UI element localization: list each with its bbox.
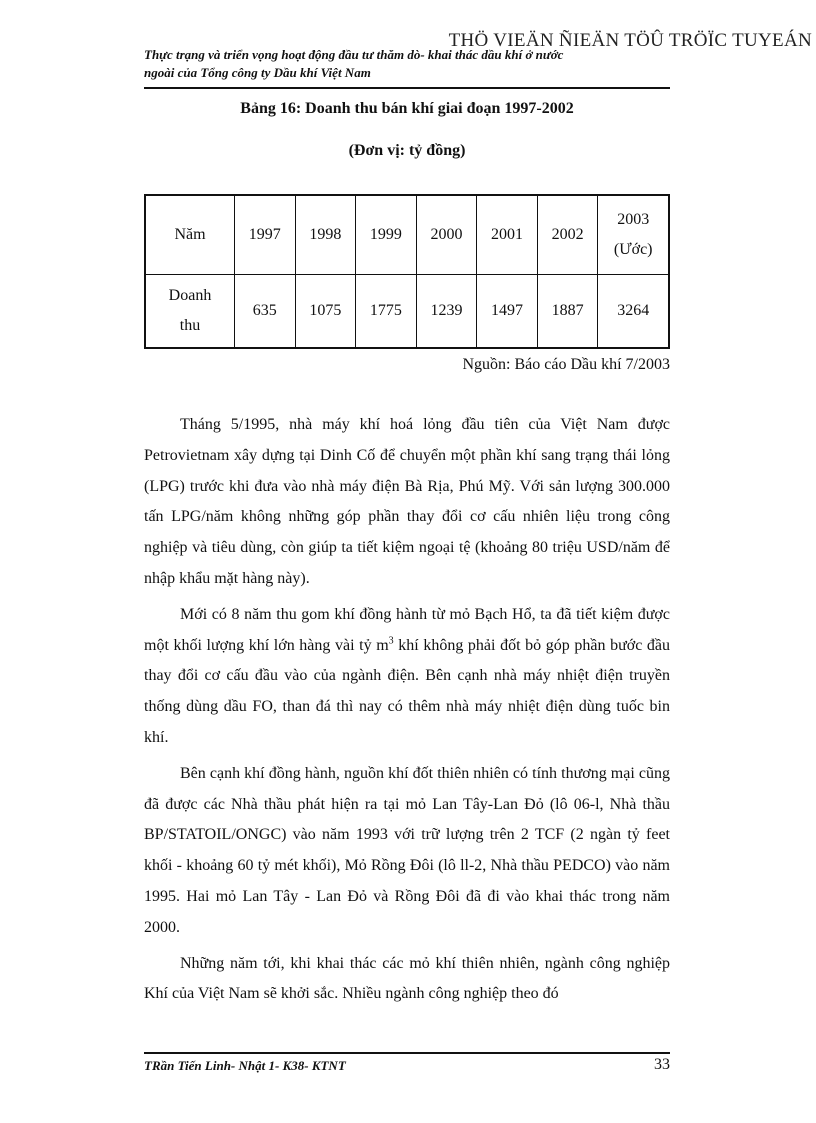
revenue-cell: 1075 <box>295 275 356 349</box>
table-unit: (Đơn vị: tỷ đồng) <box>348 142 466 159</box>
revenue-cell: 3264 <box>598 275 669 349</box>
header-line-2: ngoài của Tổng công ty Dầu khí Việt Nam <box>144 65 371 80</box>
running-header <box>144 46 670 82</box>
revenue-cell: 635 <box>235 275 296 349</box>
year-cell: 1999 <box>356 195 417 275</box>
revenue-cell: 1775 <box>356 275 417 349</box>
year-cell: 1998 <box>295 195 356 275</box>
page-number: 33 <box>654 1056 670 1073</box>
year-cell-estimate <box>598 195 669 275</box>
paragraph-2: Mới có 8 năm thu gom khí đồng hành từ mỏ Bạch Hổ, ta đã tiết kiệm được một khối lượng khí lớn hàng vài tỷ $m^3$ khí không phải đốt bỏ góp phần bước đầu thay đổi cơ cấu đầu vào của ngành điện. Bên cạnh nhà máy nhiệt điện truyền thống dùng dầu FO, than đá thì nay có thêm nhà máy nhiệt điện dùng tuốc bin khí. <box>144 605 671 746</box>
estimate-note: (Ước) <box>613 241 653 258</box>
table-source: Nguồn: Báo cáo Dầu khí 7/2003 <box>462 356 670 373</box>
table-row-revenue <box>145 275 669 349</box>
year-cell: 2002 <box>537 195 598 275</box>
table-title: Bảng 16: Doanh thu bán khí giai đoạn 1997-2002 <box>240 100 574 117</box>
footer-rule <box>144 1052 670 1054</box>
row-label-revenue: Doanh thu <box>145 275 235 349</box>
year-cell: 1997 <box>235 195 296 275</box>
table-row-year <box>145 195 669 275</box>
paragraph-3: Bên cạnh khí đồng hành, nguồn khí đốt thiên nhiên có tính thương mại cũng đã được các Nhà thầu phát hiện ra tại mỏ Lan Tây-Lan Đỏ (lô 06-l, Nhà thầu BP/STATOIL/ONGC) vào năm 1993 với trữ lượng trên 2 TCF (2 ngàn tỷ feet khối - khoảng 60 tỷ mét khối), Mỏ Rồng Đôi (lô ll-2, Nhà thầu PEDCO) vào năm 1995. Hai mỏ Lan Tây - Lan Đỏ và Rồng Đôi đã đi vào khai thác trong năm 2000. <box>144 764 670 936</box>
year-cell: 2000 <box>416 195 477 275</box>
paragraph-4: Những năm tới, khi khai thác các mỏ khí thiên nhiên, ngành công nghiệp Khí của Việt Nam sẽ khởi sắc. Nhiều ngành công nghiệp theo đó <box>144 954 670 1003</box>
header-rule <box>144 87 670 89</box>
body-text <box>144 410 670 1015</box>
footer-author: TRần Tiến Linh- Nhật 1- K38- KTNT <box>144 1058 346 1073</box>
paragraph-1: Tháng 5/1995, nhà máy khí hoá lỏng đầu tiên của Việt Nam được Petrovietnam xây dựng tại Dinh Cố để chuyển một phần khí sang trạng thái lỏng (LPG) trước khi đưa vào nhà máy điện Bà Rịa, Phú Mỹ. Với sản lượng 300.000 tấn LPG/năm không những góp phần thay đổi cơ cấu nhiên liệu trong công nghiệp và tiêu dùng, còn giúp ta tiết kiệm ngoại tệ (khoảng 80 triệu USD/năm để nhập khẩu mặt hàng này). <box>144 416 670 587</box>
revenue-table <box>144 194 670 349</box>
library-watermark: THÖ VIEÄN ÑIEÄN TÖÛ TRÖÏC TUYEÁN <box>448 30 812 51</box>
revenue-cell: 1887 <box>537 275 598 349</box>
year-2003: 2003 <box>617 211 650 228</box>
row-label-year: Năm <box>145 195 235 275</box>
header-line-1: Thực trạng và triển vọng hoạt động đầu tư thăm dò- khai thác dầu khí ở nước <box>144 47 564 62</box>
revenue-cell: 1497 <box>477 275 538 349</box>
revenue-cell: 1239 <box>416 275 477 349</box>
year-cell: 2001 <box>477 195 538 275</box>
